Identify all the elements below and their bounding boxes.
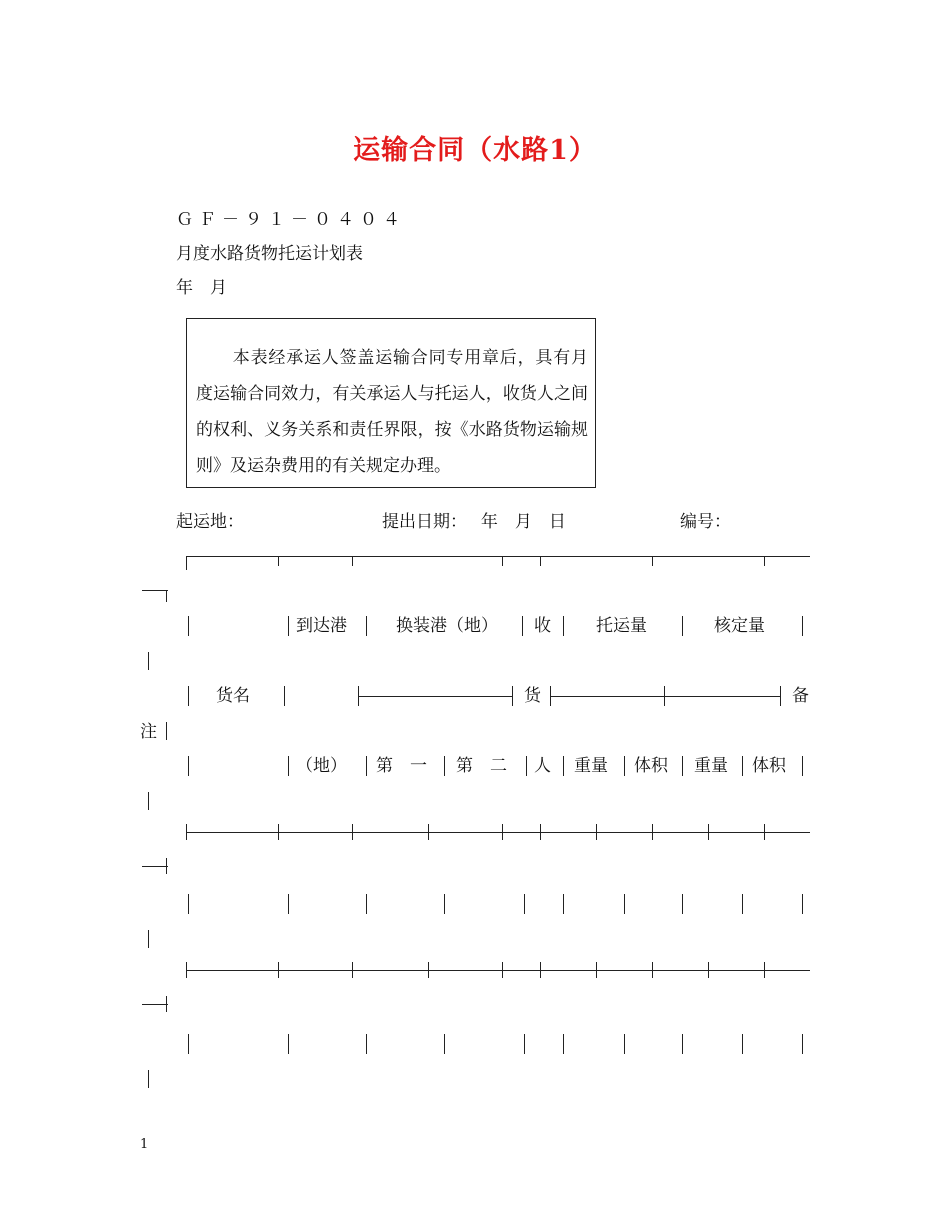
table-bar — [563, 756, 564, 776]
table-bar — [288, 894, 289, 914]
table-tick — [428, 962, 429, 978]
col-first: 第 一 — [376, 756, 427, 776]
table-bar — [148, 792, 149, 810]
col-receiver-2: 货 — [524, 686, 541, 706]
date-line: 年 月 — [176, 278, 227, 298]
table-bar — [188, 686, 189, 706]
col-consign-volume: 体积 — [634, 756, 668, 776]
table-tick — [596, 962, 597, 978]
col-approved-volume: 体积 — [752, 756, 786, 776]
table-bar — [682, 756, 683, 776]
table-bar — [188, 616, 189, 636]
col-transfer-port: 换装港（地） — [396, 616, 498, 636]
table-bar — [366, 756, 367, 776]
col-destination: 到达港 — [296, 616, 347, 636]
table-tick — [278, 962, 279, 978]
table-bar — [444, 756, 445, 776]
table-bar — [664, 686, 665, 706]
table-tick — [652, 824, 653, 840]
table-bar — [624, 1034, 625, 1054]
table-tick — [166, 858, 167, 874]
table-bar — [188, 756, 189, 776]
table-bar — [682, 616, 683, 636]
origin-label: 起运地： — [176, 512, 244, 532]
table-rule-top — [186, 556, 810, 557]
table-tick — [186, 824, 187, 840]
table-tick — [502, 824, 503, 840]
col-remark-1: 备 — [792, 686, 809, 706]
table-bar — [624, 894, 625, 914]
table-bar — [780, 686, 781, 706]
table-tick — [540, 962, 541, 978]
table-bar — [148, 1070, 149, 1088]
table-bar — [802, 616, 803, 636]
table-bar — [188, 1034, 189, 1054]
table-bar — [512, 686, 513, 706]
submit-date-label: 提出日期： 年 月 日 — [382, 512, 566, 532]
form-name: 月度水路货物托运计划表 — [176, 244, 363, 264]
table-bar — [288, 1034, 289, 1054]
table-bar — [802, 894, 803, 914]
table-rule-row1 — [186, 970, 810, 971]
table-bar — [148, 652, 149, 670]
table-tick — [764, 824, 765, 840]
table-tick — [186, 556, 187, 570]
table-rule-qty — [550, 696, 780, 697]
col-consign-weight: 重量 — [574, 756, 608, 776]
table-bar — [522, 616, 523, 636]
document-title: 运输合同（水路1） — [353, 135, 597, 166]
table-tick — [352, 824, 353, 840]
table-rule-transfer — [358, 696, 512, 697]
table-rule-wrap — [142, 1004, 168, 1005]
col-receiver-3: 人 — [534, 756, 551, 776]
table-bar — [624, 756, 625, 776]
table-bar — [148, 930, 149, 948]
table-tick — [166, 996, 167, 1012]
col-destination-sub: （地） — [296, 756, 347, 776]
table-bar — [524, 894, 525, 914]
table-bar — [288, 756, 289, 776]
table-bar — [802, 756, 803, 776]
table-bar — [366, 616, 367, 636]
table-tick — [352, 556, 353, 566]
table-bar — [358, 686, 359, 706]
table-tick — [278, 824, 279, 840]
table-bar — [366, 1034, 367, 1054]
col-receiver-1: 收 — [534, 616, 551, 636]
table-bar — [550, 686, 551, 706]
table-bar — [682, 1034, 683, 1054]
col-consign-qty: 托运量 — [596, 616, 647, 636]
table-bar — [742, 756, 743, 776]
col-approved-qty: 核定量 — [714, 616, 765, 636]
table-tick — [540, 556, 541, 566]
table-tick — [764, 962, 765, 978]
table-bar — [444, 894, 445, 914]
table-bar — [563, 616, 564, 636]
table-tick — [428, 824, 429, 840]
table-rule-wrap — [142, 590, 168, 591]
col-approved-weight: 重量 — [694, 756, 728, 776]
table-tick — [502, 556, 503, 566]
table-bar — [563, 894, 564, 914]
table-tick — [540, 824, 541, 840]
table-bar — [742, 894, 743, 914]
table-tick — [166, 590, 167, 602]
table-tick — [502, 962, 503, 978]
table-bar — [188, 894, 189, 914]
number-label: 编号： — [680, 512, 731, 532]
table-rule-header-bottom — [186, 832, 810, 833]
table-bar — [288, 616, 289, 636]
page-number: 1 — [140, 1137, 149, 1152]
table-bar — [742, 1034, 743, 1054]
table-tick — [764, 556, 765, 566]
col-cargo-name: 货名 — [216, 686, 250, 706]
col-remark-2: 注 — [140, 722, 157, 742]
table-tick — [596, 824, 597, 840]
table-tick — [352, 962, 353, 978]
table-tick — [708, 962, 709, 978]
table-bar — [526, 756, 527, 776]
table-rule-wrap — [142, 866, 168, 867]
table-bar — [563, 1034, 564, 1054]
table-bar — [366, 894, 367, 914]
table-tick — [186, 962, 187, 978]
table-bar — [444, 1034, 445, 1054]
table-bar — [524, 1034, 525, 1054]
table-bar — [284, 686, 285, 706]
table-bar — [166, 722, 167, 740]
table-tick — [278, 556, 279, 566]
table-bar — [682, 894, 683, 914]
col-second: 第 二 — [456, 756, 507, 776]
form-code: ＧＦ－９１－０４０４ — [176, 210, 406, 230]
table-tick — [708, 824, 709, 840]
table-tick — [652, 962, 653, 978]
notice-text — [196, 340, 588, 484]
table-tick — [652, 556, 653, 566]
table-bar — [802, 1034, 803, 1054]
notice-body: 本表经承运人签盖运输合同专用章后，具有月度运输合同效力，有关承运人与托运人，收货人之间的权利、义务关系和责任界限，按《水路货物运输规则》及运杂费用的有关规定办理。 — [196, 348, 588, 476]
